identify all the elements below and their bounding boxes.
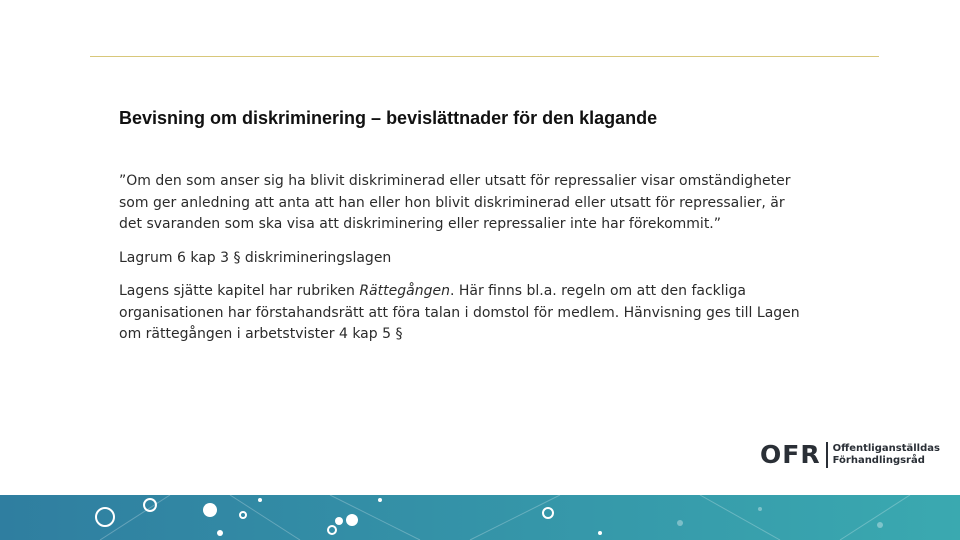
- chapter-note: [119, 281, 809, 346]
- law-quote: ”Om den som anser sig ha blivit diskriminerad eller utsatt för repressalier visar omständigheter som ger anledning att anta att han eller hon blivit diskriminerad eller utsatt för repressalier, är det svaranden som ska visa att diskriminering eller repressalier inte har förekommit.”: [119, 173, 791, 232]
- logo-separator: [826, 442, 828, 468]
- law-reference: Lagrum 6 kap 3 § diskrimineringslagen: [119, 249, 392, 266]
- top-divider: [90, 56, 879, 57]
- logo-wordmark: [833, 443, 940, 467]
- slide-title: Bevisning om diskriminering – bevislättnader för den klagande: [119, 108, 658, 128]
- logo-line-2: Förhandlingsråd: [832, 455, 925, 466]
- chapter-note-text-2: . Här finns bl.a. regeln om att den fackliga organisationen har förstahandsrätt att föra talan i domstol för medlem. Hänvisning ges till Lagen om rättegången i arbetstvister 4 kap 5 §: [119, 283, 800, 342]
- slide-body: [119, 171, 809, 358]
- decorative-footer-band: [0, 495, 960, 540]
- chapter-title-italic: Rättegången: [359, 283, 450, 299]
- logo-mark: OFR: [760, 440, 821, 469]
- chapter-note-text-1: Lagens sjätte kapitel har rubriken: [119, 283, 360, 299]
- ofr-logo: [760, 440, 940, 470]
- logo-line-1: Offentliganställdas: [832, 443, 940, 454]
